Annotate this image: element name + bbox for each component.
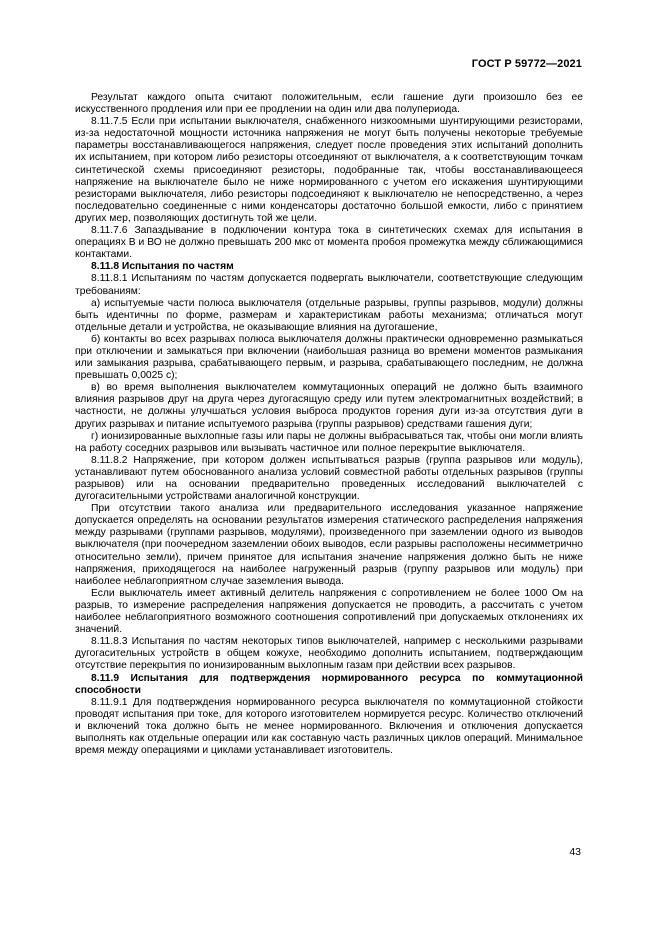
list-item-b: б) контакты во всех разрывах полюса выключателя должны практически одновременно размыкаться при отключении и замыкаться при включении (наибольшая разница во времени моментов размыкания или замыкания разрыва, срабатывающего первым, и разрыва, срабатывающего последним, не должна превышать 0,0025 с); [75,333,583,382]
paragraph-active-divider: Если выключатель имеет активный делитель напряжения с сопротивлением не более 1000 Ом на разрыв, то измерение распределения напряжения допускается не проводить, а рассчитать с учетом наиболее неблагоприятного возможного соотношения сопротивлений при допускаемых отклонениях их значений. [75,587,583,636]
paragraph-no-analysis: При отсутствии такого анализа или предварительного исследования указанное напряжение допускается определять на основании результатов измерения статического распределения напряжения между разрывами (группами разрывов, модулями), произведенного при заземлении одного из выводов выключателя (при поочередном заземлении обоих выводов, если разрывы расположены несимметрично относительно земли), причем принятое для испытания значение напряжения должно быть не ниже напряжения, приходящегося на наиболее нагруженный разрыв (группу разрывов или модуль) при наиболее неблагоприятном случае заземления вывода. [75,503,583,587]
paragraph-8-11-9-1: 8.11.9.1 Для подтверждения нормированного ресурса выключателя по коммутационной стойкости проводят испытания при токе, для которого изготовителем нормируется ресурс. Количество отключений и включений тока должно быть не менее нормированного. Включения и отключения допускается выполнять как отдельные операции или как составную часть различных циклов операций. Минимальное время между операциями и циклами устанавливает изготовитель. [75,696,583,757]
paragraph-8-11-8-2: 8.11.8.2 Напряжение, при котором должен испытываться разрыв (группа разрывов или модуль), устанавливают путем обоснованного анализа условий совместной работы отдельных разрывов (группы разрывов) или на основании предварительно проведенных исследований выключателей с дугогасительными устройствами аналогичной конструкции. [75,454,583,503]
paragraph-8-11-8-3: 8.11.8.3 Испытания по частям некоторых типов выключателей, например с несколькими разрывами дугогасительных устройств в общем кожухе, необходимо дополнить испытанием, подтверждающим отсутствие перекрытия по ионизированным выхлопным газам при действии всех разрывов. [75,636,583,672]
document-body [75,92,583,757]
list-item-v: в) во время выполнения выключателем коммутационных операций не должно быть взаимного влияния разрывов друг на друга через дугогасящую среду или путем электромагнитных воздействий; в частности, не должны улучшаться условия выброса продуктов горения дуги из-за отсутствия дуги в других разрывах и питание испытуемого разрыва (группы разрывов) средствами гашения дуги; [75,382,583,430]
section-heading-8-11-8: 8.11.8 Испытания по частям [91,261,234,273]
list-item-a: а) испытуемые части полюса выключателя (отдельные разрывы, группы разрывов, модули) должны быть идентичны по форме, размерам и характеристикам работы механизма; отличаться могут отдельные детали и устройства, не оказывающие влияния на дугогашение, [75,297,583,333]
paragraph-8-11-7-6: 8.11.7.6 Запаздывание в подключении контура тока в синтетических схемах для испытания в операциях В и ВО не должно превышать 200 мкс от момента пробоя промежутка между сближающимися контактами. [75,225,583,261]
standard-code: ГОСТ Р 59772—2021 [471,58,582,70]
section-heading-8-11-9: 8.11.9 Испытания для подтверждения нормированного ресурса по коммутационной способности [75,672,583,696]
paragraph-8-11-8-1: 8.11.8.1 Испытаниям по частям допускается подвергать выключатели, соответствующие следующим требованиям: [75,273,583,297]
page-number: 43 [569,846,581,858]
list-item-g: г) ионизированные выхлопные газы или пары не должны выбрасываться так, чтобы они могли влиять на работу соседних разрывов или вызывать частичное или полное перекрытие выключателя. [75,430,583,454]
paragraph-result: Результат каждого опыта считают положительным, если гашение дуги произошло без ее искусственного продления или при ее продлении на один или два полупериода. [75,92,583,116]
paragraph-8-11-7-5: 8.11.7.5 Если при испытании выключателя, снабженного низкоомными шунтирующими резисторами, из-за недостаточной мощности источника напряжения не могут быть получены некоторые требуемые параметры восстанавливающегося напряжения, следует после проведения этих испытаний дополнить их испытанием, при котором либо резисторы отсоединяют от выключателя, а к соответствующим точкам синтетической схемы присоединяют резисторы, подобранные так, чтобы восстанавливающееся напряжение на выключателе было не ниже нормированного с учетом его искажения шунтирующими резисторами выключателя, либо резисторы подсоединяют к выключателю не непосредственно, а через последовательно соединенные с ними конденсаторы достаточно большой емкости, либо с принятием других мер, позволяющих достигнуть той же цели. [75,116,583,224]
